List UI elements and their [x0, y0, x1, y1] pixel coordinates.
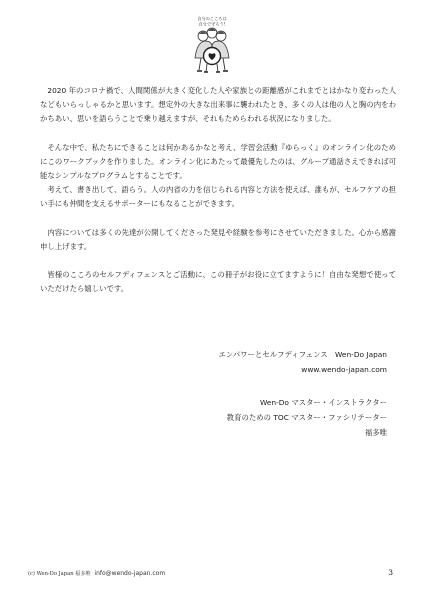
- page-number: 3: [388, 568, 393, 577]
- organization-signature: [219, 347, 388, 377]
- foreword-body: [40, 84, 396, 310]
- organization-url[interactable]: www.wendo-japan.com: [301, 365, 387, 374]
- author-title-instructor: Wen-Do マスター・インストラクター: [259, 398, 387, 407]
- paragraph-closing: 皆様のこころのセルフディフェンスとご活動に、この冊子がお役に立てますように！自由な発想で使っていただけたら嬉しいです。: [40, 270, 396, 294]
- author-signature: [227, 395, 387, 440]
- logo-caption-line2: 自分で守ろう!: [198, 21, 226, 27]
- author-name: 福多唯: [364, 428, 387, 437]
- paragraph-workbook: そんな中で、私たちにできることは何かあるかなと考え、学習会活動『ゆらっく』のオンライン化のためにこのワークブックを作りました。オンライン化にあたって最優先したのは、グループ通話さえできれば可能なシンプルなプログラムとすることです。: [40, 142, 396, 181]
- paragraph-covid: 2020 年のコロナ禍で、人間関係が大きく変化した人や家族との距離感がこれまでとはかなり変わった人などもいらっしゃるかと思います。想定外の大きな出来事に襲われたとき、多くの人は他の人と胸の内をわかちあい、思いを語らうことで乗り越えますが、それもためらわれる状況になりました。: [40, 86, 396, 124]
- group-hug-drawing-icon: [185, 14, 239, 76]
- paragraph-thanks: 内容については多くの先達が公開してくださった発見や経験を参考にさせていただきました。心から感謝申し上げます。: [40, 227, 396, 251]
- footer-email[interactable]: info@wendo-japan.com: [94, 570, 166, 577]
- page-footer: [28, 570, 165, 577]
- logo-caption-line1: 自分のこころは: [197, 16, 227, 21]
- author-title-facilitator: 教育のための TOC マスター・ファシリテーター: [226, 413, 387, 422]
- paragraph-selfcare: 考えて、書き出して、語らう。人の内省の力を信じられる内容と方法を使えば、誰もが、セルフケアの担い手にも仲間を支えるサポーターにもなることができます。: [40, 185, 396, 209]
- organization-name: エンパワーとセルフディフェンス Wen-Do Japan: [218, 350, 387, 359]
- footer-copyright: (c) Wen-Do Japan 福多唯: [28, 571, 91, 577]
